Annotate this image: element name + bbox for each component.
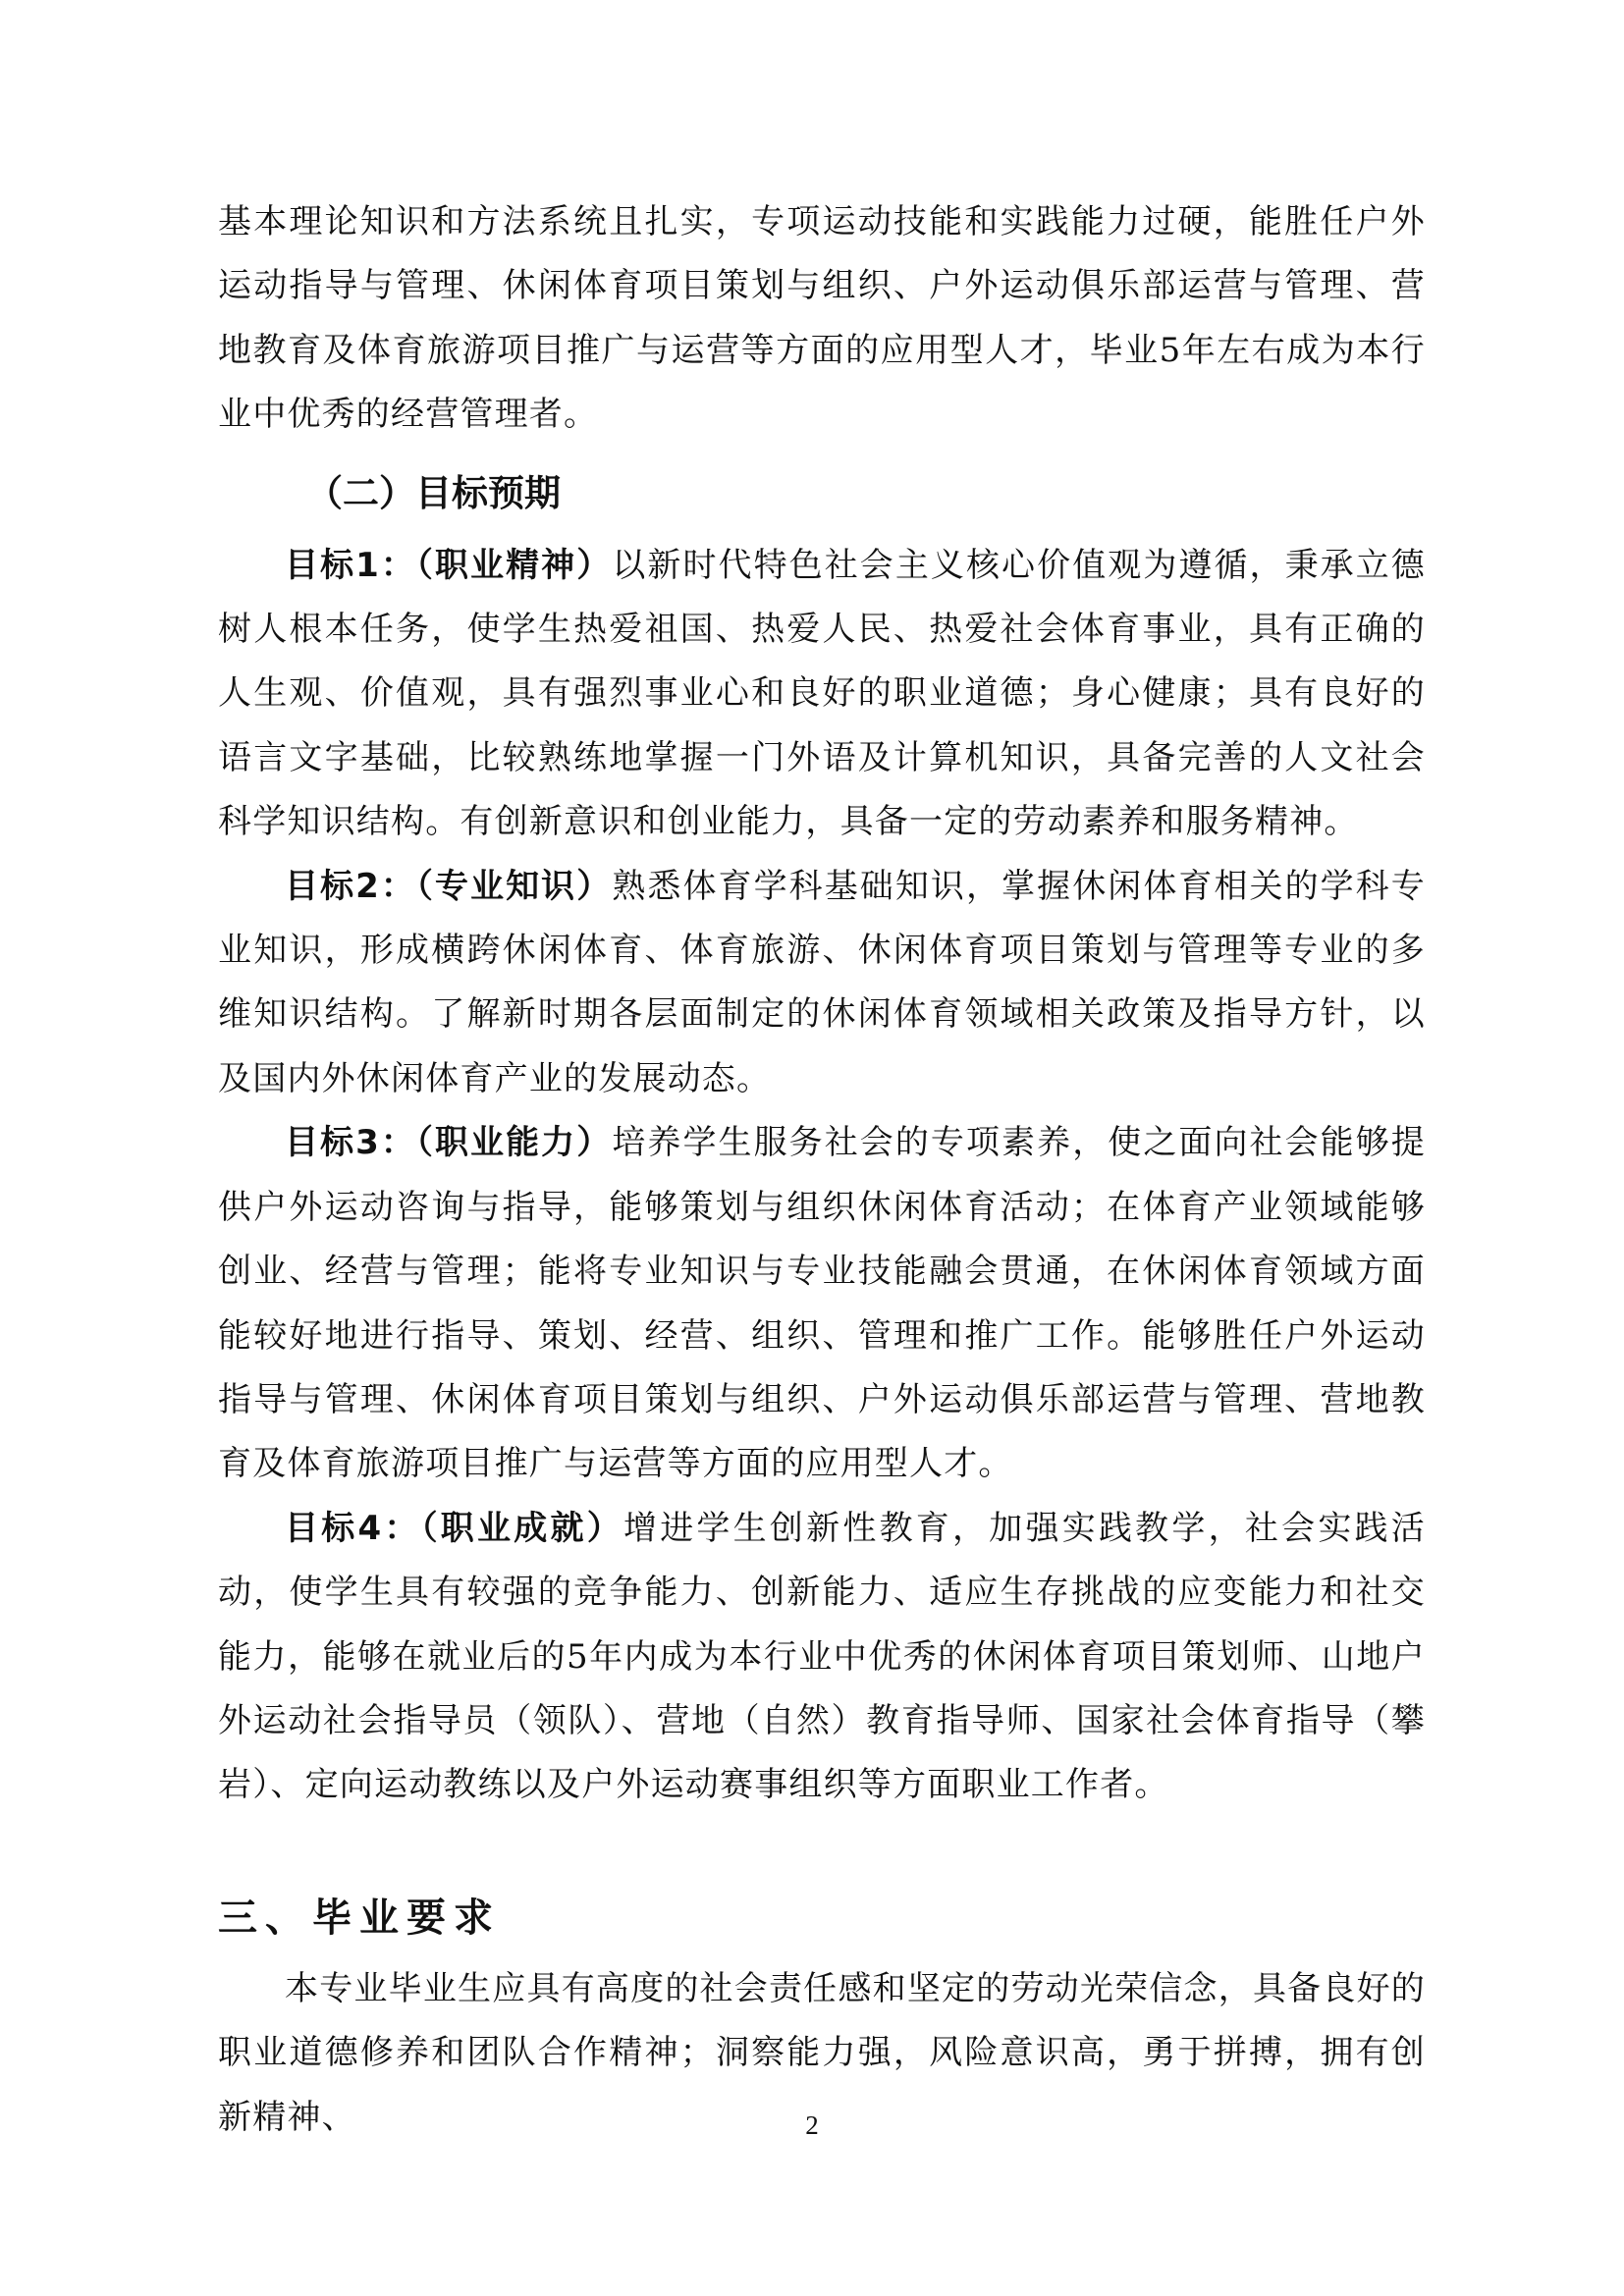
graduation-requirements-paragraph: 本专业毕业生应具有高度的社会责任感和坚定的劳动光荣信念，具备良好的职业道德修养和团队合作精神；洞察能力强，风险意识高，勇于拼搏，拥有创新精神、 (218, 1968, 1426, 2137)
goal-1-text: 以新时代特色社会主义核心价值观为遵循，秉承立德树人根本任务，使学生热爱祖国、热爱人民、热爱社会体育事业，具有正确的人生观、价值观，具有强烈事业心和良好的职业道德；身心健康；具有良好的语言文字基础，比较熟练地掌握一门外语及计算机知识，具备完善的人文社会科学知识结构。有创新意识和创业能力，具备一定的劳动素养和服务精神。 (218, 545, 1426, 842)
page-content (218, 190, 1426, 2150)
goal-2-text: 熟悉体育学科基础知识，掌握休闲体育相关的学科专业知识，形成横跨休闲体育、体育旅游、休闲体育项目策划与管理等专业的多维知识结构。了解新时期各层面制定的休闲体育领域相关政策及指导方针，以及国内外休闲体育产业的发展动态。 (218, 866, 1426, 1098)
section-heading-goal-expectations: （二）目标预期 (306, 471, 561, 514)
goal-1-label: 目标1：（职业精神） (285, 545, 613, 585)
goal-3-text: 培养学生服务社会的专项素养，使之面向社会能够提供户外运动咨询与指导，能够策划与组织休闲体育活动；在体育产业领域能够创业、经营与管理；能将专业知识与专业技能融会贯通，在休闲体育领域方面能较好地进行指导、策划、经营、组织、管理和推广工作。能够胜任户外运动指导与管理、休闲体育项目策划与组织、户外运动俱乐部运营与管理、营地教育及体育旅游项目推广与运营等方面的应用型人才。 (218, 1123, 1426, 1484)
goal-2-label: 目标2：（专业知识） (285, 866, 613, 906)
section-heading-graduation-requirements: 三、毕业要求 (218, 1895, 501, 1941)
goal-1-paragraph (218, 534, 1426, 855)
goal-3-label: 目标3：（职业能力） (285, 1123, 613, 1163)
page-number: 2 (805, 2110, 819, 2140)
goal-2-paragraph (218, 855, 1426, 1112)
goal-4-text: 增进学生创新性教育，加强实践教学，社会实践活动，使学生具有较强的竞争能力、创新能力、适应生存挑战的应变能力和社交能力，能够在就业后的5年内成为本行业中优秀的休闲体育项目策划师、山地户外运动社会指导员（领队）、营地（自然）教育指导师、国家社会体育指导（攀岩）、定向运动教练以及户外运动赛事组织等方面职业工作者。 (218, 1508, 1426, 1805)
goal-4-paragraph (218, 1497, 1426, 1818)
goal-3-paragraph (218, 1111, 1426, 1496)
intro-paragraph: 基本理论知识和方法系统且扎实，专项运动技能和实践能力过硬，能胜任户外运动指导与管理、休闲体育项目策划与组织、户外运动俱乐部运营与管理、营地教育及体育旅游项目推广与运营等方面的应用型人才，毕业5年左右成为本行业中优秀的经营管理者。 (218, 202, 1426, 435)
goal-4-label: 目标4：（职业成就） (285, 1508, 623, 1548)
